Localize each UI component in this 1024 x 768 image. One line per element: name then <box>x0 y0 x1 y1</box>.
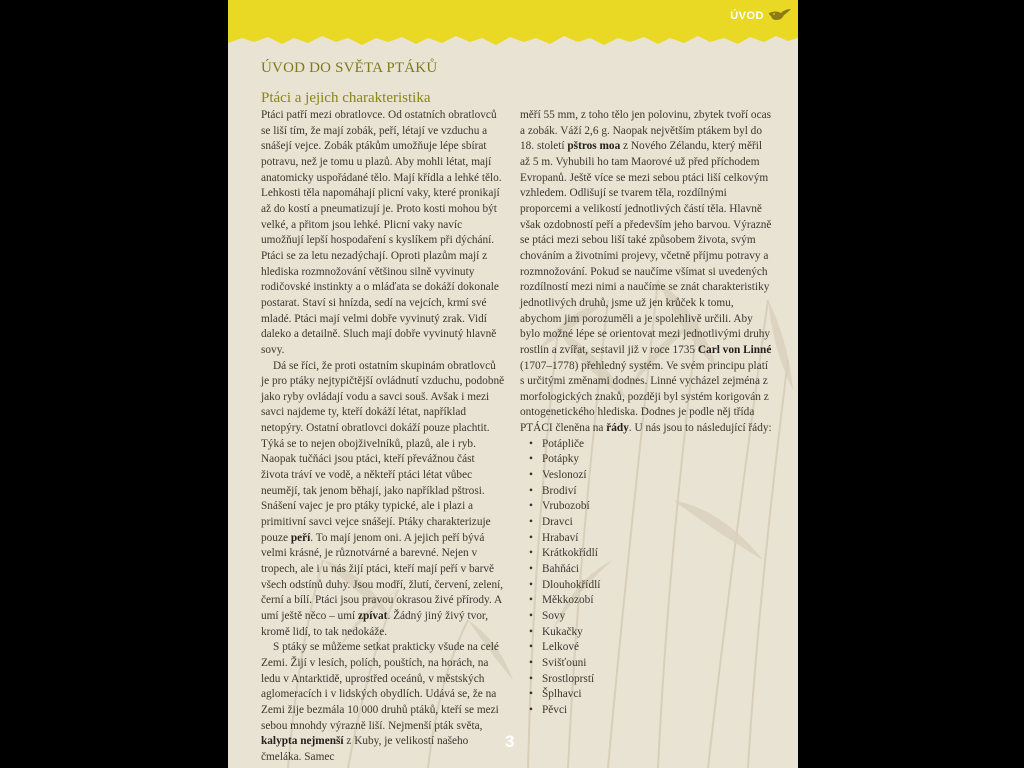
list-item: • Potápky <box>542 452 772 468</box>
list-item: • Dravci <box>542 515 772 531</box>
right-text-column <box>520 108 772 719</box>
bold-term: řády <box>606 422 629 435</box>
page-number: 3 <box>505 732 515 751</box>
text: . Žádný jiný živý tvor, kromě lidí, to tak nedokáže. <box>261 610 489 638</box>
paragraph: Ptáci patří mezi obratlovce. Od ostatních obratlovců se liší tím, že mají zobák, peří, létají ve vzduchu a snášejí vejce. Zobák ptákům umožňuje lépe sbírat potravu, než je tomu u plazů. Aby mohli létat, mají anatomicky uspořádané tělo. Mají křídla a lehké tělo. Lehkosti těla napomáhají plicní vaky, které pronikají až do kostí a pneumatizují je. Proto kosti mohou být velké, a přitom jsou lehké. Plicní vaky navíc umožňují lepší hospodaření s kyslíkem při dýchání. Ptáci se za letu nezadýchají. Oproti plazům mají z hlediska rozmnožování většinou silně vyvinuty rodičovské instinkty a o mláďata se dokáží dokonale postarat. Staví si hnízda, sedí na vejcích, krmí své mladé. Ptáci mají velmi dobře vyvinutý zrak. Vidí daleko a detailně. Sluch mají dobře vyvinutý hlavně sovy. <box>261 109 502 356</box>
list-item: • Srostloprstí <box>542 672 772 688</box>
list-item: • Veslonozí <box>542 468 772 484</box>
list-item: • Bahňáci <box>542 562 772 578</box>
text: Dá se říci, že proti ostatním skupinám obratlovců je pro ptáky nejtypičtější ovládnutí vzduchu, podobně jako ryby ovládají vodu a savci souš. Avšak i mezi savci najdeme ty, kteří dokáží létat, například netopýry. Ostatní obratlovci dokáží pouze plachtit. Týká se to nejen obojživelníků, plazů, ale i ryb. Naopak tučňáci jsou ptáci, kteří převážnou část života tráví ve vodě, a někteří ptáci létat vůbec neumějí, tak jenom běhají, jako například pštrosi. Snášení vajec je pro ptáky typické, ale i plazi a primitivní savci vejce snášejí. Ptáky charakterizuje pouze <box>261 359 505 544</box>
text: (1707–1778) přehledný systém. Ve svém principu platí s určitými změnami dodnes. Linné vycházel zejména z morfologických znaků, později byl systém korigován z ontogenetického hlediska. Dodnes je podle něj třída PTÁCI členěna na <box>520 359 769 435</box>
text: . U nás jsou to následující řády: <box>628 422 772 435</box>
text: z Kuby, je velikostí našeho čmeláka. Samec <box>261 735 469 763</box>
header-band <box>228 0 798 52</box>
list-item: • Měkkozobí <box>542 593 772 609</box>
list-item: • Pěvci <box>542 703 772 719</box>
list-item: • Šplhavci <box>542 687 772 703</box>
text: S ptáky se můžeme setkat prakticky všude na celé Zemi. Žijí v lesích, polích, pouštích, na horách, na ledu v Antarktidě, uprostřed oceánů, v městských aglomeracích i v lidských obydlích. Udává se, že na Zemi žije bezmála 10 000 druhů ptáků, kteří se mezi sebou mnohdy výrazně liší. Nejmenší pták světa, <box>261 641 499 732</box>
list-item: • Svišťouni <box>542 656 772 672</box>
book-page <box>228 0 798 768</box>
section-heading: Ptáci a jejich charakteristika <box>261 90 431 106</box>
text: z Nového Zélandu, který měřil až 5 m. Vyhubili ho tam Maorové už před příchodem Evropanů. Ještě více se mezi sebou ptáci liší celkovým vzhledem. Odlišují se tvarem těla, rozdílnými proporcemi a velikostí jednotlivých částí těla. Hlavně však ozdobností peří a především jeho barvou. Výrazně se ptáci mezi sebou liší také způsobem života, svým chováním a životními projevy, včetně příjmu potravy a rozmnožování. Pokud se naučíme všímat si uvedených rozdílností mezi nimi a naučíme se znát charakteristiky jednotlivých druhů, jsme už jen krůček k tomu, abychom jim porozuměli a je spolehlivě určili. Aby bylo možné lépe se orientovat mezi jednotlivými druhy rostlin a zvířat, sestavil již v roce 1735 <box>520 140 772 356</box>
list-item: • Lelkové <box>542 640 772 656</box>
text: . To mají jenom oni. A jejich peří bývá velmi krásné, je různotvárné a barevné. Nejen v tropech, ale i u nás žijí ptáci, kteří mají peří v barvě všech odstínů duhy. Jsou modří, žlutí, červení, zelení, černí a bílí. Ptáci jsou pravou okrasou živé přírody. A umí ještě něco – umí <box>261 531 504 622</box>
bold-term: Carl von Linné <box>697 343 772 356</box>
list-item: • Krátkokřídlí <box>542 546 772 562</box>
bird-icon <box>768 7 792 23</box>
text: měří 55 mm, z toho tělo jen polovinu, zbytek tvoří ocas a zobák. Váží 2,6 g. Naopak největším ptákem byl do 18. století <box>520 109 771 153</box>
list-item: • Hrabaví <box>542 531 772 547</box>
list-item: • Vrubozobí <box>542 499 772 515</box>
paragraph <box>261 359 505 641</box>
paragraph <box>520 108 772 437</box>
list-item: • Kukačky <box>542 625 772 641</box>
bold-term: zpívat <box>357 610 388 622</box>
list-item: • Potápliče <box>542 437 772 453</box>
bold-term: pštros moa <box>567 140 621 153</box>
chapter-title: ÚVOD DO SVĚTA PTÁKŮ <box>261 60 438 76</box>
paragraph <box>261 640 505 765</box>
bold-term: kalypta nejmenší <box>261 735 344 748</box>
section-label: ÚVOD <box>730 10 764 22</box>
list-item: • Sovy <box>542 609 772 625</box>
list-item: • Dlouhokřídlí <box>542 578 772 594</box>
bird-orders-list <box>520 437 772 719</box>
left-text-column <box>261 108 505 766</box>
list-item: • Brodiví <box>542 484 772 500</box>
bold-term: peří <box>290 531 311 544</box>
